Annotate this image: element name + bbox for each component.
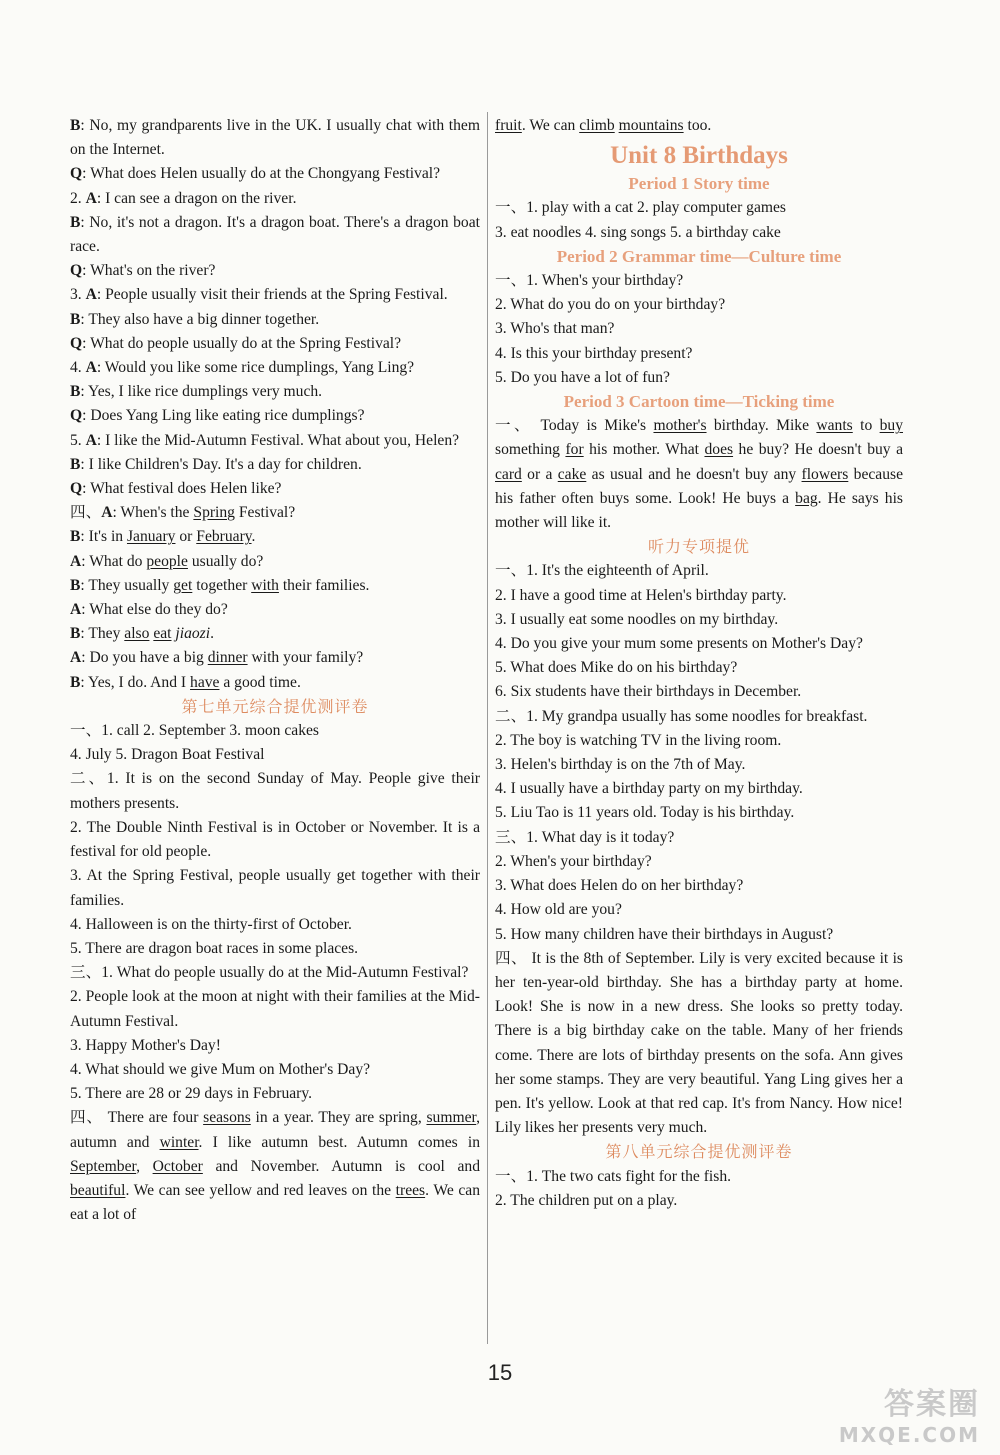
answer-line: 5. There are 28 or 29 days in February. [70, 1085, 313, 1103]
answer-line: 一、1. It's the eighteenth of April. [495, 562, 709, 580]
column-divider [487, 112, 488, 1344]
answer-line: A: What else do they do? [70, 601, 228, 619]
watermark-logo [839, 1379, 980, 1447]
answer-line: 一、1. play with a cat 2. play computer games [495, 199, 787, 217]
answer-line: 6. Six students have their birthdays in December. [495, 683, 802, 701]
page-number: 15 [487, 1360, 513, 1385]
answer-line: 3. A: People usually visit their friends at the Spring Festival. [70, 286, 448, 304]
left-column [70, 114, 480, 1227]
answer-line: B: No, it's not a dragon. It's a dragon boat. There's a dragon boat race. [70, 213, 480, 256]
answer-line: 二、1. My grandpa usually has some noodles for breakfast. [495, 707, 868, 725]
answer-line: 5. How many children have their birthdays in August? [495, 925, 834, 943]
answer-line: 4. Is this your birthday present? [495, 344, 693, 362]
answer-line: 3. At the Spring Festival, people usually get together with their families. [70, 867, 480, 909]
answer-line: Q: What festival does Helen like? [70, 480, 282, 498]
answer-line: 三、1. What do people usually do at the Mid-Autumn Festival? [70, 964, 469, 982]
answer-line: 一、1. call 2. September 3. moon cakes [70, 722, 320, 740]
watermark-bottom: MXQE.COM [838, 1423, 980, 1447]
section-heading: 听力专项提优 [647, 537, 750, 557]
answer-line: B: They also eat jiaozi. [70, 625, 214, 643]
answer-line: 一、1. When's your birthday? [495, 272, 684, 290]
answer-line: 一、 Today is Mike's mother's birthday. Mike wants to buy something for his mother. What does he buy? He doesn't buy a card or a cake as usual and he doesn't buy any flowers because his father often buys some. Look! He buys a bag. He says his mother will like it. [495, 417, 903, 532]
section-heading: 第八单元综合提优测评卷 [605, 1142, 793, 1162]
answer-line: B: They also have a big dinner together. [70, 310, 320, 328]
answer-line: 5. What does Mike do on his birthday? [495, 659, 738, 677]
answer-line: 4. Do you give your mum some presents on Mother's Day? [495, 635, 863, 653]
answer-line: 2. What do you do on your birthday? [495, 296, 726, 314]
period-heading: Period 3 Cartoon time—Ticking time [563, 392, 835, 412]
answer-line: 5. There are dragon boat races in some places. [70, 939, 359, 957]
answer-line: 一、1. The two cats fight for the fish. [495, 1167, 732, 1185]
period-heading: Period 2 Grammar time—Culture time [556, 246, 842, 266]
answer-line: 3. What does Helen do on her birthday? [495, 877, 744, 895]
answer-line: Q: What do people usually do at the Spring Festival? [70, 334, 402, 352]
answer-line: 2. The Double Ninth Festival is in October or November. It is a festival for old people. [70, 818, 480, 861]
answer-line: 5. Liu Tao is 11 years old. Today is his birthday. [495, 804, 795, 822]
answer-line: 5. Do you have a lot of fun? [495, 368, 670, 386]
answer-line: 5. A: I like the Mid-Autumn Festival. What about you, Helen? [70, 431, 460, 449]
answer-line: fruit. We can climb mountains too. [495, 117, 712, 134]
answer-line: 2. I have a good time at Helen's birthday party. [495, 586, 787, 604]
answer-line: B: Yes, I like rice dumplings very much. [70, 383, 323, 401]
answer-line: B: It's in January or February. [70, 528, 256, 546]
answer-line: 2. When's your birthday? [495, 852, 652, 870]
answer-line: 4. Halloween is on the thirty-first of October. [70, 915, 352, 933]
section-heading: 第七单元综合提优测评卷 [181, 696, 369, 716]
watermark-top: 答案圈 [884, 1387, 980, 1422]
answer-line: Q: What's on the river? [70, 262, 216, 280]
answer-line: 四、A: When's the Spring Festival? [70, 504, 296, 522]
answer-line: B: I like Children's Day. It's a day for children. [70, 455, 362, 473]
answer-line: 2. People look at the moon at night with their families at the Mid-Autumn Festival. [70, 988, 480, 1030]
answer-line: 4. July 5. Dragon Boat Festival [70, 746, 265, 764]
unit-heading: Unit 8 Birthdays [610, 142, 788, 170]
answer-line: 3. I usually eat some noodles on my birthday. [495, 610, 779, 628]
answer-line: A: What do people usually do? [70, 552, 264, 570]
answer-line: 三、1. What day is it today? [495, 828, 675, 846]
answer-line: 3. eat noodles 4. sing songs 5. a birthday cake [495, 223, 781, 241]
answer-line: 2. The children put on a play. [495, 1191, 678, 1209]
answer-line: 四、 It is the 8th of September. Lily is very excited because it is her ten-year-old birthday. She has a birthday party at home. Look! She is now in a new dress. She looks so pretty today. There is a big birthday cake on the table. Many of her friends come. There are lots of birthday presents on the sofa. Ann gives her some stamps. They are very beautiful. Yang Ling gives her a pen. It's yellow. Look at that red cap. It's from Nancy. How nice! Lily likes her presents very much. [495, 949, 903, 1137]
answer-line: B: They usually get together with their families. [70, 576, 370, 594]
answer-line: B: Yes, I do. And I have a good time. [70, 673, 301, 691]
answer-line: 四、 There are four seasons in a year. They are spring, summer, autumn and winter. I like autumn best. Autumn comes in September, October and November. Autumn is cool and beautiful. We can see yellow and red leaves on the trees. We can eat a lot of [70, 1109, 480, 1224]
answer-line: 4. How old are you? [495, 901, 622, 919]
answer-line: A: Do you have a big dinner with your family? [70, 649, 364, 667]
answer-line: 3. Who's that man? [495, 320, 615, 338]
answer-line: 4. I usually have a birthday party on my birthday. [495, 780, 803, 798]
answer-line: Q: Does Yang Ling like eating rice dumplings? [70, 407, 365, 425]
answer-line: 2. A: I can see a dragon on the river. [70, 189, 297, 207]
right-column [495, 114, 903, 1213]
answer-line: B: No, my grandparents live in the UK. I usually chat with them on the Internet. [70, 117, 480, 159]
answer-line: 3. Helen's birthday is on the 7th of May. [495, 756, 746, 774]
answer-line: 4. A: Would you like some rice dumplings, Yang Ling? [70, 359, 415, 377]
answer-line: 3. Happy Mother's Day! [70, 1036, 221, 1054]
answer-line: 二、1. It is on the second Sunday of May. People give their mothers presents. [70, 770, 480, 812]
answer-line: Q: What does Helen usually do at the Chongyang Festival? [70, 165, 441, 183]
answer-line: 2. The boy is watching TV in the living room. [495, 731, 782, 749]
answer-line: 4. What should we give Mum on Mother's Day? [70, 1060, 371, 1078]
period-heading: Period 1 Story time [628, 174, 770, 194]
